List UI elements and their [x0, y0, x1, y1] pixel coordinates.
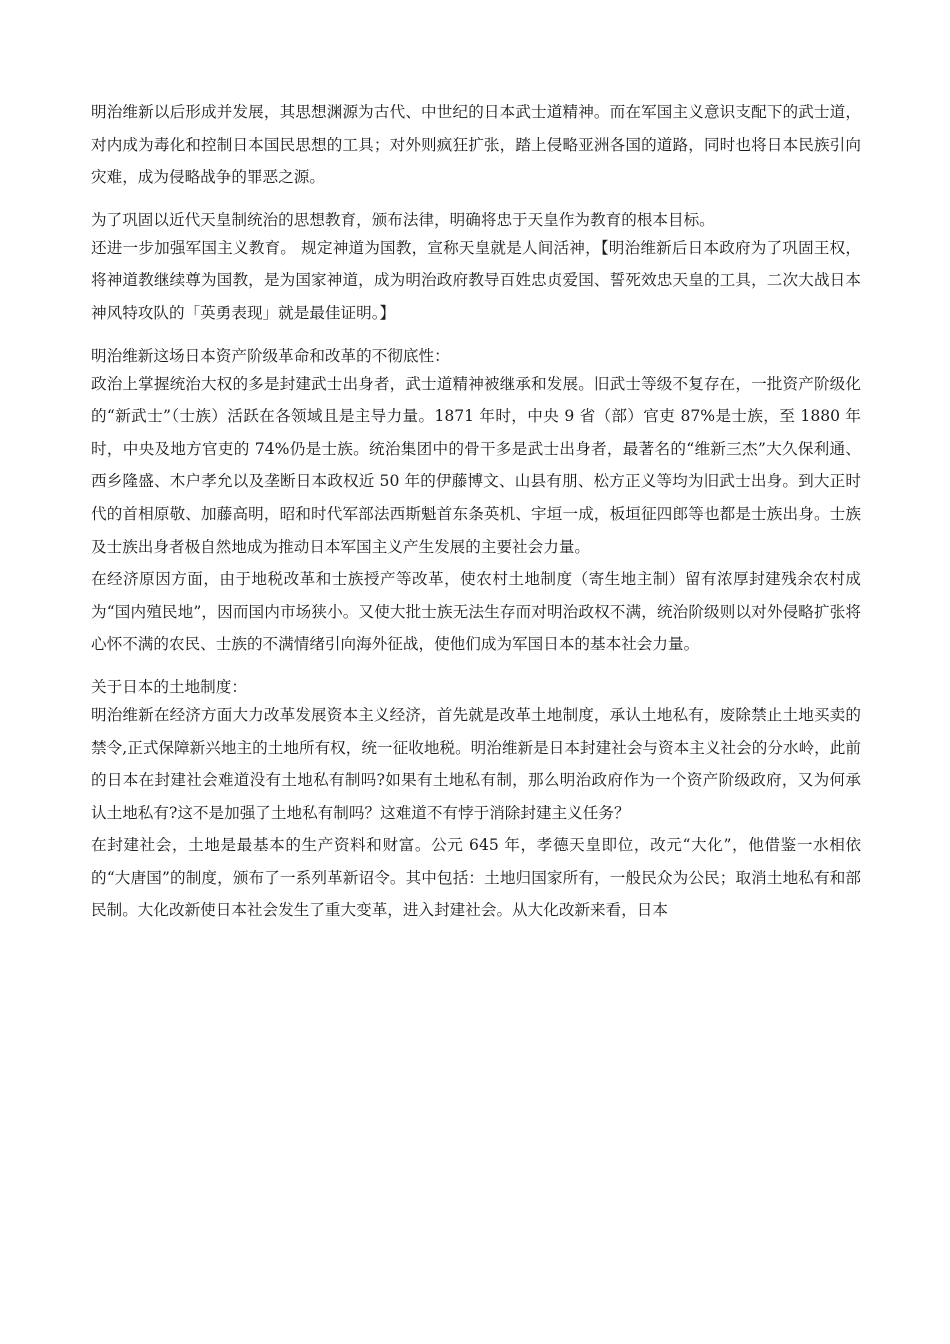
section-heading-land-system: 关于日本的土地制度：: [91, 677, 247, 696]
paragraph-spacer: [91, 330, 861, 344]
paragraph-land-reform: 明治维新在经济方面大力改革发展资本主义经济，首先就是改革土地制度，承认土地私有，废除禁止土地买卖的禁令,正式保障新兴地主的土地所有权，统一征收地税。明治维新是日本封建社会与资本主义社会的分水岭，此前的日本在封建社会难道没有土地私有制吗?如果有土地私有制，那么明治政府作为一个资产阶级政府，又为何承认土地私有?这不是加强了土地私有制吗？这难道不有悖于消除封建主义任务？: [91, 705, 861, 822]
paragraph-bushido-origin: 明治维新以后形成并发展，其思想渊源为古代、中世纪的日本武士道精神。而在军国主义意识支配下的武士道，对内成为毒化和控制日本国民思想的工具；对外则疯狂扩张，踏上侵略亚洲各国的道路，同时也将日本民族引向灾难，成为侵略战争的罪恶之源。: [91, 103, 861, 187]
paragraph-spacer: [91, 661, 861, 675]
paragraph-education-law: 为了巩固以近代天皇制统治的思想教育，颁布法律，明确将忠于天皇作为教育的根本目标。: [91, 210, 715, 229]
paragraph-state-shinto: 还进一步加强军国主义教育。 规定神道为国教，宣称天皇就是人间活神，【明治维新后日本政府为了巩固王权，将神道教继续尊为国教，是为国家神道，成为明治政府教导百姓忠贞爱国、誓死效忠天皇的工具，二次大战日本神风特攻队的「英勇表现」就是最佳证明。】: [91, 238, 861, 322]
paragraph-economic-causes: 在经济原因方面，由于地税改革和士族授产等改革，使农村土地制度（寄生地主制）留有浓厚封建残余农村成为“国内殖民地”，因而国内市场狭小。又使大批士族无法生存而对明治政权不满，统治阶级则以对外侵略扩张将心怀不满的农民、士族的不满情绪引向海外征战，使他们成为军国日本的基本社会力量。: [91, 570, 861, 654]
paragraph-taika-reform: 在封建社会，土地是最基本的生产资料和财富。公元 645 年，孝德天皇即位，改元“大化”，他借鉴一水相依的“大唐国”的制度，颁布了一系列革新诏令。其中包括：土地归国家所有，一般民众为公民；取消土地私有和部民制。大化改新使日本社会发生了重大变革，进入封建社会。从大化改新来看，日本: [91, 836, 861, 920]
document-body: [91, 96, 861, 927]
paragraph-spacer: [91, 194, 861, 208]
paragraph-political-samurai: 政治上掌握统治大权的多是封建武士出身者，武士道精神被继承和发展。旧武士等级不复存在，一批资产阶级化的“新武士”（士族）活跃在各领域且是主导力量。1871 年时，中央 9 省（部）官吏 87%是士族，至 1880 年时，中央及地方官吏的 74%仍是士族。统治集团中的骨干多是武士出身者，最著名的“维新三杰”大久保利通、西乡隆盛、木户孝允以及垄断日本政权近 50 年的伊藤博文、山县有朋、松方正义等均为旧武士出身。到大正时代的首相原敬、加藤高明，昭和时代军部法西斯魁首东条英机、宇垣一成，板垣征四郎等也都是士族出身。士族及士族出身者极自然地成为推动日本军国主义产生发展的主要社会力量。: [91, 374, 861, 556]
section-heading-incompleteness: 明治维新这场日本资产阶级革命和改革的不彻底性：: [91, 346, 450, 365]
